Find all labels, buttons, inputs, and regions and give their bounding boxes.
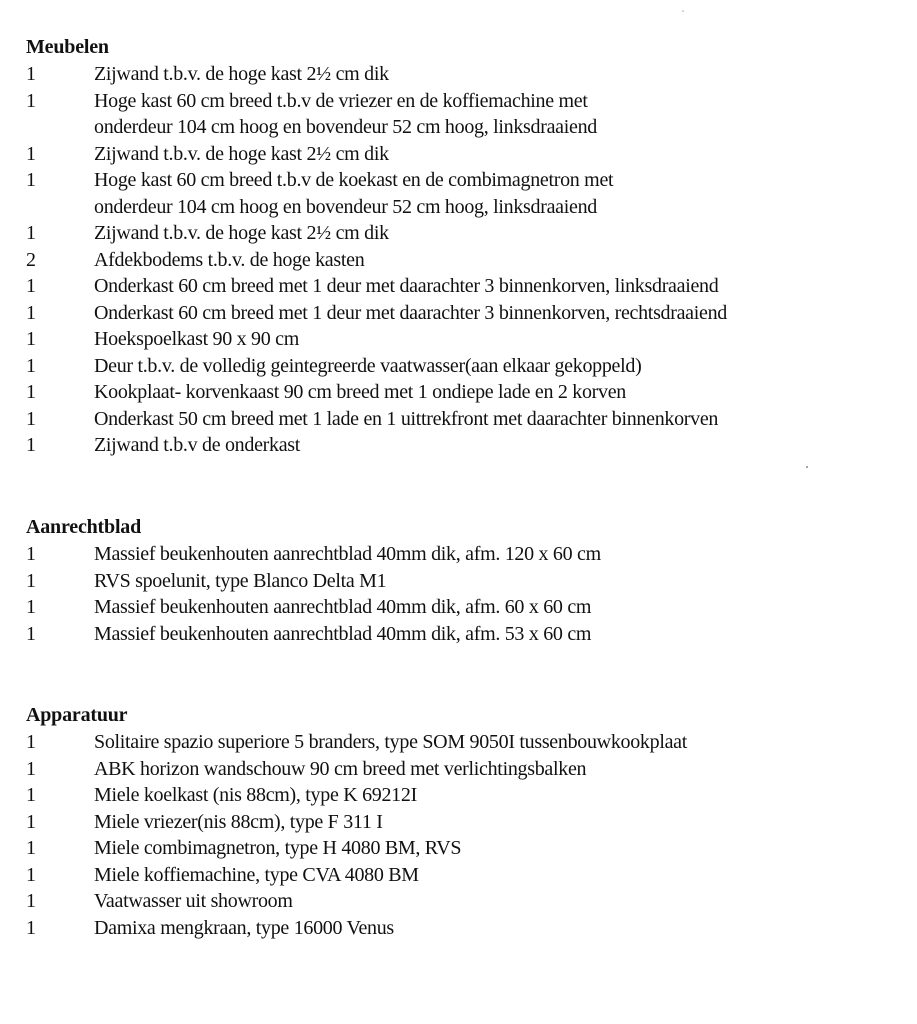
item-quantity: 1 <box>26 275 36 297</box>
list-item <box>26 782 906 809</box>
item-description: Massief beukenhouten aanrechtblad 40mm dik, afm. 53 x 60 cm <box>94 622 592 645</box>
scan-speck <box>806 466 808 468</box>
list-item <box>26 406 906 433</box>
item-quantity: 1 <box>26 63 36 85</box>
list-item <box>26 220 906 247</box>
item-quantity: 1 <box>26 328 36 350</box>
list-item <box>26 326 906 353</box>
item-description: Hoekspoelkast 90 x 90 cm <box>94 328 299 350</box>
item-quantity: 1 <box>26 381 36 403</box>
item-quantity: 1 <box>26 622 36 645</box>
list-item <box>26 379 906 406</box>
item-quantity: 1 <box>26 810 36 833</box>
list-item <box>26 541 906 568</box>
item-list <box>26 541 906 647</box>
item-description: Massief beukenhouten aanrechtblad 40mm dik, afm. 60 x 60 cm <box>94 596 592 618</box>
item-quantity: 1 <box>26 169 36 191</box>
section-apparatuur <box>26 702 906 941</box>
item-quantity: 1 <box>26 354 36 377</box>
list-item <box>26 729 906 756</box>
item-description: RVS spoelunit, type Blanco Delta M1 <box>94 569 387 592</box>
item-description: Zijwand t.b.v de onderkast <box>94 434 301 456</box>
item-description: Damixa mengkraan, type 16000 Venus <box>94 916 394 939</box>
list-item <box>26 88 906 141</box>
list-item <box>26 300 906 327</box>
item-quantity: 1 <box>26 543 36 565</box>
section-meubelen <box>26 34 906 459</box>
list-item <box>26 915 906 942</box>
item-quantity: 1 <box>26 89 36 112</box>
list-item <box>26 247 906 274</box>
section-aanrechtblad <box>26 514 906 647</box>
item-description: Onderkast 60 cm breed met 1 deur met daarachter 3 binnenkorven, rechtsdraaiend <box>94 301 727 324</box>
section-title: Aanrechtblad <box>26 516 142 538</box>
item-description: Miele combimagnetron, type H 4080 BM, RVS <box>94 837 462 859</box>
item-quantity: 1 <box>26 569 36 592</box>
list-item <box>26 756 906 783</box>
item-description: Miele koffiemachine, type CVA 4080 BM <box>94 863 419 886</box>
section-title: Meubelen <box>26 36 109 58</box>
item-description: Zijwand t.b.v. de hoge kast 2½ cm dik <box>94 142 389 165</box>
list-item <box>26 273 906 300</box>
section-title: Apparatuur <box>26 704 128 726</box>
item-description: Zijwand t.b.v. de hoge kast 2½ cm dik <box>94 222 389 244</box>
list-item <box>26 353 906 380</box>
item-description: Miele vriezer(nis 88cm), type F 311 I <box>94 810 383 833</box>
list-item <box>26 888 906 915</box>
list-item <box>26 835 906 862</box>
item-list <box>26 729 906 941</box>
item-list <box>26 61 906 459</box>
list-item <box>26 568 906 595</box>
item-quantity: 1 <box>26 837 36 859</box>
item-quantity: 2 <box>26 248 36 271</box>
item-quantity: 1 <box>26 596 36 618</box>
item-description: Deur t.b.v. de volledig geintegreerde vaatwasser(aan elkaar gekoppeld) <box>94 354 642 377</box>
item-quantity: 1 <box>26 757 36 780</box>
item-description: ABK horizon wandschouw 90 cm breed met verlichtingsbalken <box>94 757 587 780</box>
scan-speck <box>682 10 684 12</box>
item-description: Massief beukenhouten aanrechtblad 40mm dik, afm. 120 x 60 cm <box>94 543 601 565</box>
list-item <box>26 621 906 648</box>
item-description: Kookplaat- korvenkaast 90 cm breed met 1 ondiepe lade en 2 korven <box>94 381 626 403</box>
item-quantity: 1 <box>26 301 36 324</box>
list-item <box>26 167 906 220</box>
list-item <box>26 141 906 168</box>
list-item <box>26 594 906 621</box>
item-description: Zijwand t.b.v. de hoge kast 2½ cm dik <box>94 63 389 85</box>
item-quantity: 1 <box>26 222 36 244</box>
item-description: Afdekbodems t.b.v. de hoge kasten <box>94 248 365 271</box>
item-description: Hoge kast 60 cm breed t.b.v de koekast en de combimagnetron met onderdeur 104 cm hoog en bovendeur 52 cm hoog, linksdraaiend <box>94 169 614 218</box>
list-item <box>26 862 906 889</box>
list-item <box>26 432 906 459</box>
list-item <box>26 61 906 88</box>
list-item <box>26 809 906 836</box>
item-quantity: 1 <box>26 142 36 165</box>
item-quantity: 1 <box>26 731 36 753</box>
item-description: Miele koelkast (nis 88cm), type K 69212I <box>94 784 417 806</box>
item-description: Onderkast 60 cm breed met 1 deur met daarachter 3 binnenkorven, linksdraaiend <box>94 275 719 297</box>
item-quantity: 1 <box>26 407 36 430</box>
item-description: Hoge kast 60 cm breed t.b.v de vriezer en de koffiemachine met onderdeur 104 cm hoog en bovendeur 52 cm hoog, linksdraaiend <box>94 89 597 138</box>
item-quantity: 1 <box>26 916 36 939</box>
item-description: Solitaire spazio superiore 5 branders, type SOM 9050I tussenbouwkookplaat <box>94 731 687 753</box>
item-description: Vaatwasser uit showroom <box>94 890 293 912</box>
item-quantity: 1 <box>26 434 36 456</box>
item-description: Onderkast 50 cm breed met 1 lade en 1 uittrekfront met daarachter binnenkorven <box>94 407 719 430</box>
item-quantity: 1 <box>26 890 36 912</box>
item-quantity: 1 <box>26 863 36 886</box>
item-quantity: 1 <box>26 784 36 806</box>
